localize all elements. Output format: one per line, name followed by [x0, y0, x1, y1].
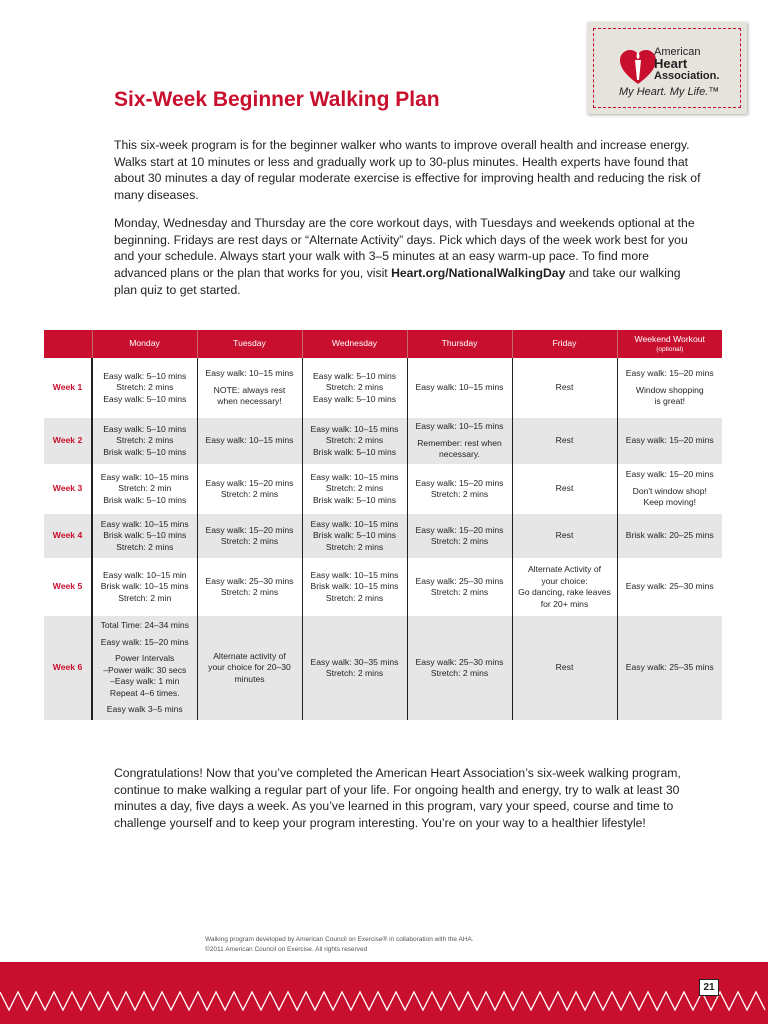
cell-tuesday: [197, 418, 302, 464]
cell-line: Stretch: 2 mins: [116, 382, 174, 393]
cell-line: for 20+ mins: [540, 598, 589, 609]
cell-line: Easy walk: 10–15 mins: [310, 423, 399, 434]
cell-line: Stretch: 2 mins: [220, 536, 279, 546]
cell-line: Brisk walk: 5–10 mins: [312, 446, 397, 457]
schedule-text-after: and take our walking plan quiz to get started.: [114, 266, 681, 297]
cell-line: your choice for 20–30: [208, 662, 291, 673]
cell-line: Brisk walk: 5–10 mins: [103, 494, 187, 505]
table-body: [44, 358, 722, 720]
cell-monday: [92, 464, 197, 514]
cell-monday: [92, 514, 197, 558]
cell-line: Rest: [555, 382, 574, 393]
cell-line: Stretch: 2 mins: [430, 489, 489, 499]
cell-line: Easy walk: 10–15 mins: [310, 518, 399, 529]
cell-line: Rest: [555, 662, 574, 673]
cell-weekend: [617, 418, 722, 464]
weekend-label: Weekend Workout: [634, 334, 705, 345]
cell-wednesday: [302, 464, 407, 514]
header-weekend: [617, 330, 722, 358]
cell-line: Alternate activity of: [213, 650, 286, 661]
cell-monday: [92, 616, 197, 720]
cell-weekend: [617, 464, 722, 514]
cell-friday: [512, 558, 617, 616]
cell-line: Easy walk: 10–15 mins: [205, 435, 294, 446]
schedule-paragraph: [114, 215, 704, 299]
header-thursday: Thursday: [407, 330, 512, 358]
cell-line: Easy walk: 15–20 mins: [625, 469, 714, 480]
intro-paragraph: This six-week program is for the beginner walker who wants to improve overall health and increase energy. Walks start at 10 minutes or less and gradually work up to 30-plus minutes. Health experts have found that about 30 minutes a day of regular moderate exercise is effective for improving health and reducing the risk of many diseases.: [114, 138, 701, 203]
cell-line: –Easy walk: 1 min: [110, 676, 180, 687]
cell-line: Stretch: 2 mins: [325, 541, 384, 552]
cell-line: Window shopping: [635, 384, 704, 395]
credit-line: Walking program developed by American Council on Exercise® in collaboration with the AHA.: [205, 936, 474, 943]
cell-tuesday: [197, 514, 302, 558]
cell-tuesday: [197, 616, 302, 720]
cell-line: Brisk walk: 20–25 mins: [625, 530, 714, 541]
cell-line: Remember: rest when: [417, 437, 502, 448]
walking-day-link[interactable]: Heart.org/NationalWalkingDay: [391, 266, 566, 281]
header-tuesday: Tuesday: [197, 330, 302, 358]
cell-weekend: [617, 358, 722, 418]
footer-band: [0, 962, 768, 1024]
table-row: [44, 558, 722, 616]
cell-line: Easy walk: 10–15 mins: [415, 421, 504, 432]
cell-line: Easy walk: 30–35 mins: [310, 656, 399, 667]
cell-line: Brisk walk: 5–10 mins: [103, 446, 187, 457]
cell-line: Total Time: 24–34 mins: [100, 620, 189, 631]
cell-line: Easy walk: 25–35 mins: [625, 662, 714, 673]
cell-line: Stretch: 2 min: [118, 483, 172, 494]
cell-line: Repeat 4–6 times.: [109, 687, 180, 698]
cell-line: Stretch: 2 mins: [325, 668, 384, 678]
cell-line: minutes: [234, 673, 265, 684]
header-friday: Friday: [512, 330, 617, 358]
cell-line: Easy walk: 15–20 mins: [625, 435, 714, 446]
cell-line: Power Intervals: [115, 653, 175, 664]
cell-line: Brisk walk: 10–15 mins: [310, 581, 399, 592]
cell-line: NOTE: always rest: [213, 384, 286, 395]
cell-line: Stretch: 2 mins: [116, 435, 174, 446]
cell-line: Stretch: 2 mins: [325, 483, 384, 494]
cell-line: Stretch: 2 mins: [430, 536, 489, 546]
cell-weekend: [617, 514, 722, 558]
cell-line: Easy walk 3–5 mins: [106, 704, 183, 715]
cell-friday: [512, 514, 617, 558]
cell-tuesday: [197, 558, 302, 616]
cell-line: Brisk walk: 5–10 mins: [103, 530, 187, 541]
cell-line: Easy walk: 15–20 mins: [100, 636, 189, 647]
cell-line: Easy walk: 25–30 mins: [415, 656, 504, 667]
cell-thursday: [407, 464, 512, 514]
cell-line: Rest: [555, 435, 574, 446]
cell-monday: [92, 418, 197, 464]
cell-line: necessary.: [439, 449, 480, 460]
cell-line: when necessary!: [217, 396, 282, 407]
cell-line: Easy walk: 15–20 mins: [415, 524, 504, 535]
logo-org-name: American Heart Association.: [654, 46, 720, 82]
cell-line: Rest: [555, 483, 574, 494]
cell-tuesday: [197, 464, 302, 514]
cell-line: Stretch: 2 min: [118, 592, 172, 603]
heart-torch-icon: [618, 48, 658, 88]
cell-friday: [512, 358, 617, 418]
page-title: Six-Week Beginner Walking Plan: [114, 88, 440, 111]
week-label: Week 5: [52, 581, 83, 592]
week-label: Week 1: [52, 382, 83, 393]
cell-line: Easy walk: 5–10 mins: [103, 423, 187, 434]
table-row: [44, 514, 722, 558]
cell-line: Stretch: 2 mins: [325, 435, 384, 446]
cell-line: Don't window shop!: [632, 485, 707, 496]
cell-wednesday: [302, 558, 407, 616]
cell-line: Easy walk: 25–30 mins: [625, 581, 714, 592]
cell-line: Stretch: 2 mins: [430, 668, 489, 678]
cell-wednesday: [302, 514, 407, 558]
logo-dashed-border: [593, 28, 741, 108]
cell-line: Easy walk: 15–20 mins: [415, 477, 504, 488]
cell-line: Rest: [555, 530, 574, 541]
cell-line: your choice:: [541, 575, 588, 586]
cell-monday: [92, 358, 197, 418]
cell-thursday: [407, 616, 512, 720]
cell-line: Easy walk: 5–10 mins: [103, 393, 187, 404]
cell-line: Easy walk: 10–15 mins: [205, 368, 294, 379]
cell-thursday: [407, 514, 512, 558]
cell-wednesday: [302, 418, 407, 464]
header-wednesday: Wednesday: [302, 330, 407, 358]
cell-line: Easy walk: 5–10 mins: [312, 393, 397, 404]
cell-line: Brisk walk: 5–10 mins: [312, 530, 397, 541]
cell-line: Stretch: 2 mins: [116, 541, 174, 552]
cell-line: Easy walk: 10–15 mins: [310, 471, 399, 482]
cell-line: Brisk walk: 5–10 mins: [312, 494, 397, 505]
table-row: [44, 464, 722, 514]
cell-tuesday: [197, 358, 302, 418]
cell-monday: [92, 558, 197, 616]
cell-line: Easy walk: 15–20 mins: [625, 368, 714, 379]
cell-thursday: [407, 358, 512, 418]
cell-line: Easy walk: 15–20 mins: [205, 524, 294, 535]
table-row: [44, 616, 722, 720]
week-label: Week 6: [44, 616, 92, 720]
cell-line: Easy walk: 10–15 mins: [310, 569, 399, 580]
cell-friday: [512, 616, 617, 720]
table-row: [44, 418, 722, 464]
cell-line: is great!: [654, 396, 686, 407]
cell-line: Easy walk: 10–15 mins: [100, 518, 189, 529]
cell-weekend: [617, 558, 722, 616]
header-week: [44, 330, 92, 358]
cell-line: Stretch: 2 mins: [220, 587, 279, 597]
cell-line: Stretch: 2 mins: [325, 592, 384, 603]
cell-weekend: [617, 616, 722, 720]
cell-wednesday: [302, 616, 407, 720]
weekend-optional-note: (optional): [656, 345, 684, 353]
table-header-row: [44, 330, 722, 358]
cell-friday: [512, 464, 617, 514]
cell-line: Stretch: 2 mins: [430, 587, 489, 597]
week-label: Week 3: [52, 483, 83, 494]
cell-line: Stretch: 2 mins: [220, 489, 279, 499]
credit-footnote: [205, 935, 474, 955]
cell-thursday: [407, 418, 512, 464]
copyright-line: ©2011 American Council on Exercise. All rights reserved: [205, 946, 368, 953]
logo-slogan: My Heart. My Life.™: [619, 86, 720, 98]
cell-line: Stretch: 2 mins: [325, 382, 384, 393]
cell-friday: [512, 418, 617, 464]
cell-line: Easy walk: 10–15 mins: [100, 471, 189, 482]
header-monday: Monday: [92, 330, 197, 358]
cell-line: –Power walk: 30 secs: [103, 664, 187, 675]
cell-line: Alternate Activity of: [527, 564, 602, 574]
aha-logo: [587, 22, 747, 114]
cell-line: Easy walk: 25–30 mins: [415, 575, 504, 586]
zigzag-pattern: [0, 962, 768, 1024]
cell-line: Easy walk: 15–20 mins: [205, 477, 294, 488]
cell-line: Keep moving!: [643, 497, 697, 508]
cell-line: Easy walk: 25–30 mins: [205, 575, 294, 586]
schedule-text-before: Monday, Wednesday and Thursday are the core workout days, with Tuesdays and weekends optional at the beginning. Fridays are rest days or “Alternate Activity” days. Pick which days of the week work best for you and your schedule. Always start your walk with 3–5 minutes at an easy warm-up pace. To find more advanced plans or the plan that works for you, visit: [114, 216, 695, 281]
page-number: 21: [699, 979, 719, 996]
cell-line: Brisk walk: 10–15 mins: [100, 581, 189, 592]
cell-line: Easy walk: 5–10 mins: [312, 370, 397, 381]
closing-paragraph: Congratulations! Now that you’ve completed the American Heart Association’s six-week walking program, continue to make walking a regular part of your life. For ongoing health and energy, try to walk at least 30 minutes a day, five days a week. As you’ve learned in this program, vary your speed, course and time to challenge yourself and to keep your program interesting. You’re on your way to a healthier lifestyle!: [114, 766, 681, 831]
cell-line: Easy walk: 10–15 min: [102, 569, 187, 580]
cell-wednesday: [302, 358, 407, 418]
table-row: [44, 358, 722, 418]
walking-plan-table: [44, 330, 722, 720]
week-label: Week 4: [44, 514, 92, 558]
cell-line: Easy walk: 5–10 mins: [103, 370, 187, 381]
cell-line: Easy walk: 10–15 mins: [415, 382, 504, 393]
cell-line: Go dancing, rake leaves: [518, 587, 611, 597]
cell-thursday: [407, 558, 512, 616]
week-label: Week 2: [44, 418, 92, 464]
